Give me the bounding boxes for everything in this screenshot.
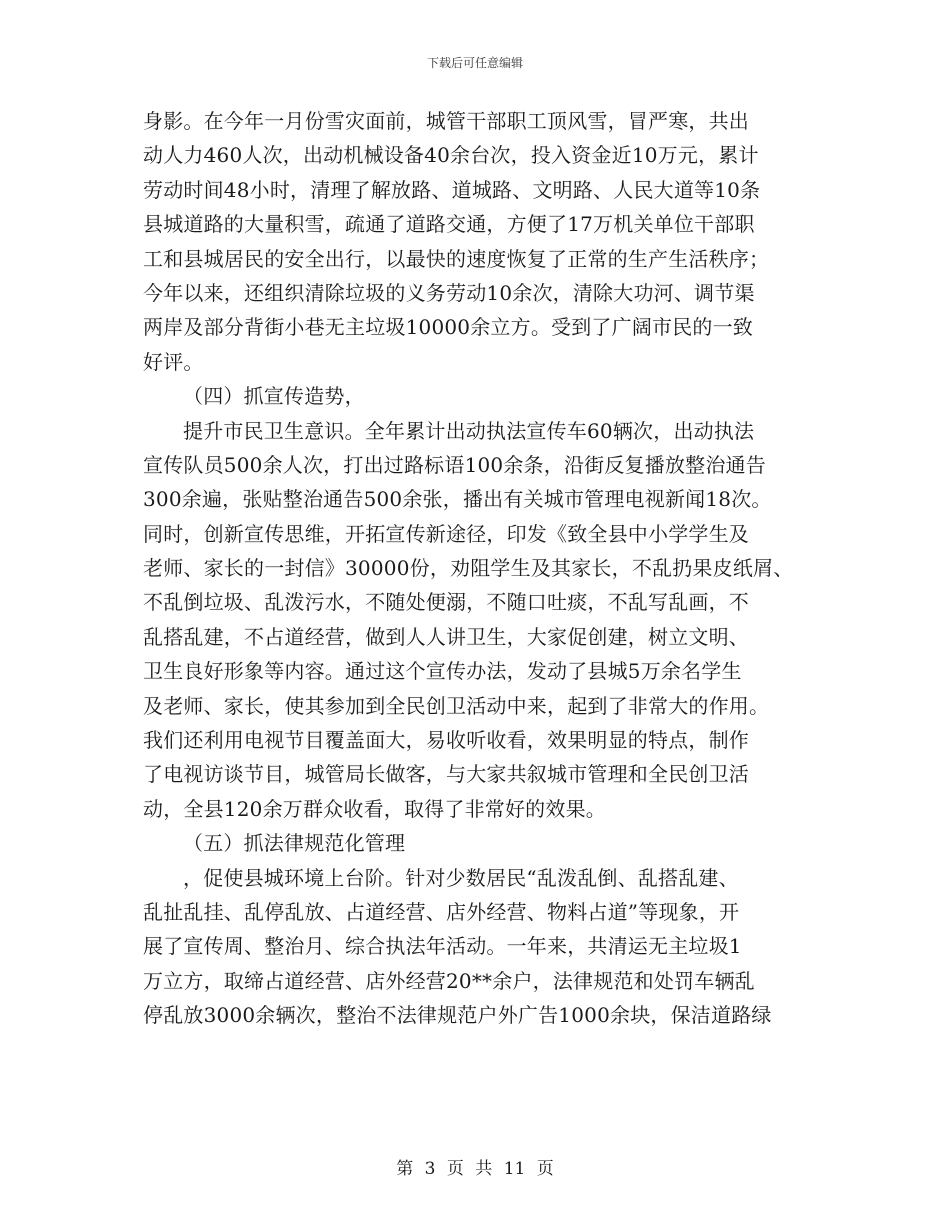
text-line: 提升市民卫生意识。全年累计出动执法宣传车60辆次，出动执法 [183,418,755,443]
text-line: （五）抓法律规范化管理 [183,831,406,856]
text-line: 展了宣传周、整治月、综合执法年活动。一年来，共清运无主垃圾1 [143,934,742,959]
text-line: 不乱倒垃圾、乱泼污水，不随处便溺，不随口吐痰，不乱写乱画，不 [143,590,749,615]
page-footer [0,1154,950,1179]
text-line: （四）抓宣传造势， [183,384,365,409]
text-line: 宣传队员500余人次，打出过路标语100余条，沿街反复播放整治通告 [143,452,766,477]
text-line: 卫生良好形象等内容。通过这个宣传办法，发动了县城5万余名学生 [143,659,742,684]
text-line: 万立方，取缔占道经营、店外经营20**余户，法律规范和处罚车辆乱 [143,968,755,993]
text-line: 工和县城居民的安全出行，以最快的速度恢复了正常的生产生活秩序； [143,246,770,271]
text-line: 劳动时间48小时，清理了解放路、道城路、文明路、人民大道等10条 [143,177,761,202]
footer-prefix: 第 [396,1159,414,1179]
text-line: 我们还利用电视节目覆盖面大，易收听收看，效果明显的特点，制作 [143,728,749,753]
text-line: ，促使县城环境上台阶。针对少数居民“乱泼乱倒、乱搭乱建、 [183,865,739,890]
text-line: 停乱放3000余辆次，整治不法律规范户外广告1000余块，保洁道路绿 [143,1003,772,1028]
page-header: 下载后可任意编辑 [426,56,523,70]
text-line: 动人力460人次，出动机械设备40余台次，投入资金近10万元，累计 [143,143,759,168]
text-line: 动，全县120余万群众收看，取得了非常好的效果。 [143,796,606,821]
footer-total-pages: 11 [503,1159,526,1179]
text-line: 好评。 [143,349,204,374]
text-line: 300余遍，张贴整治通告500余张，播出有关城市管理电视新闻18次。 [143,487,772,512]
text-line: 同时，创新宣传思维，开拓宣传新途径，印发《致全县中小学学生及 [143,521,749,546]
text-line: 了电视访谈节目，城管局长做客，与大家共叙城市管理和全民创卫活 [143,762,749,787]
footer-page-number: 3 [424,1159,436,1179]
text-line: 及老师、家长，使其参加到全民创卫活动中来，起到了非常大的作用。 [143,693,770,718]
footer-suffix: 页 [536,1159,554,1179]
footer-middle: 页 共 [446,1159,493,1179]
text-line: 乱搭乱建，不占道经营，做到人人讲卫生，大家促创建，树立文明、 [143,624,749,649]
document-body [143,104,823,1033]
text-line: 身影。在今年一月份雪灾面前，城管干部职工顶风雪，冒严寒，共出 [143,109,749,133]
text-line: 乱扯乱挂、乱停乱放、占道经营、店外经营、物料占道”等现象，开 [143,899,740,924]
text-line: 今年以来，还组织清除垃圾的义务劳动10余次，清除大功河、调节渠 [143,280,755,305]
text-line: 两岸及部分背街小巷无主垃圾10000余立方。受到了广阔市民的一致 [143,315,754,340]
text-line: 老师、家长的一封信》30000份，劝阻学生及其家长，不乱扔果皮纸屑、 [143,556,794,581]
text-line: 县城道路的大量积雪，疏通了道路交通，方便了17万机关单位干部职 [143,212,755,237]
